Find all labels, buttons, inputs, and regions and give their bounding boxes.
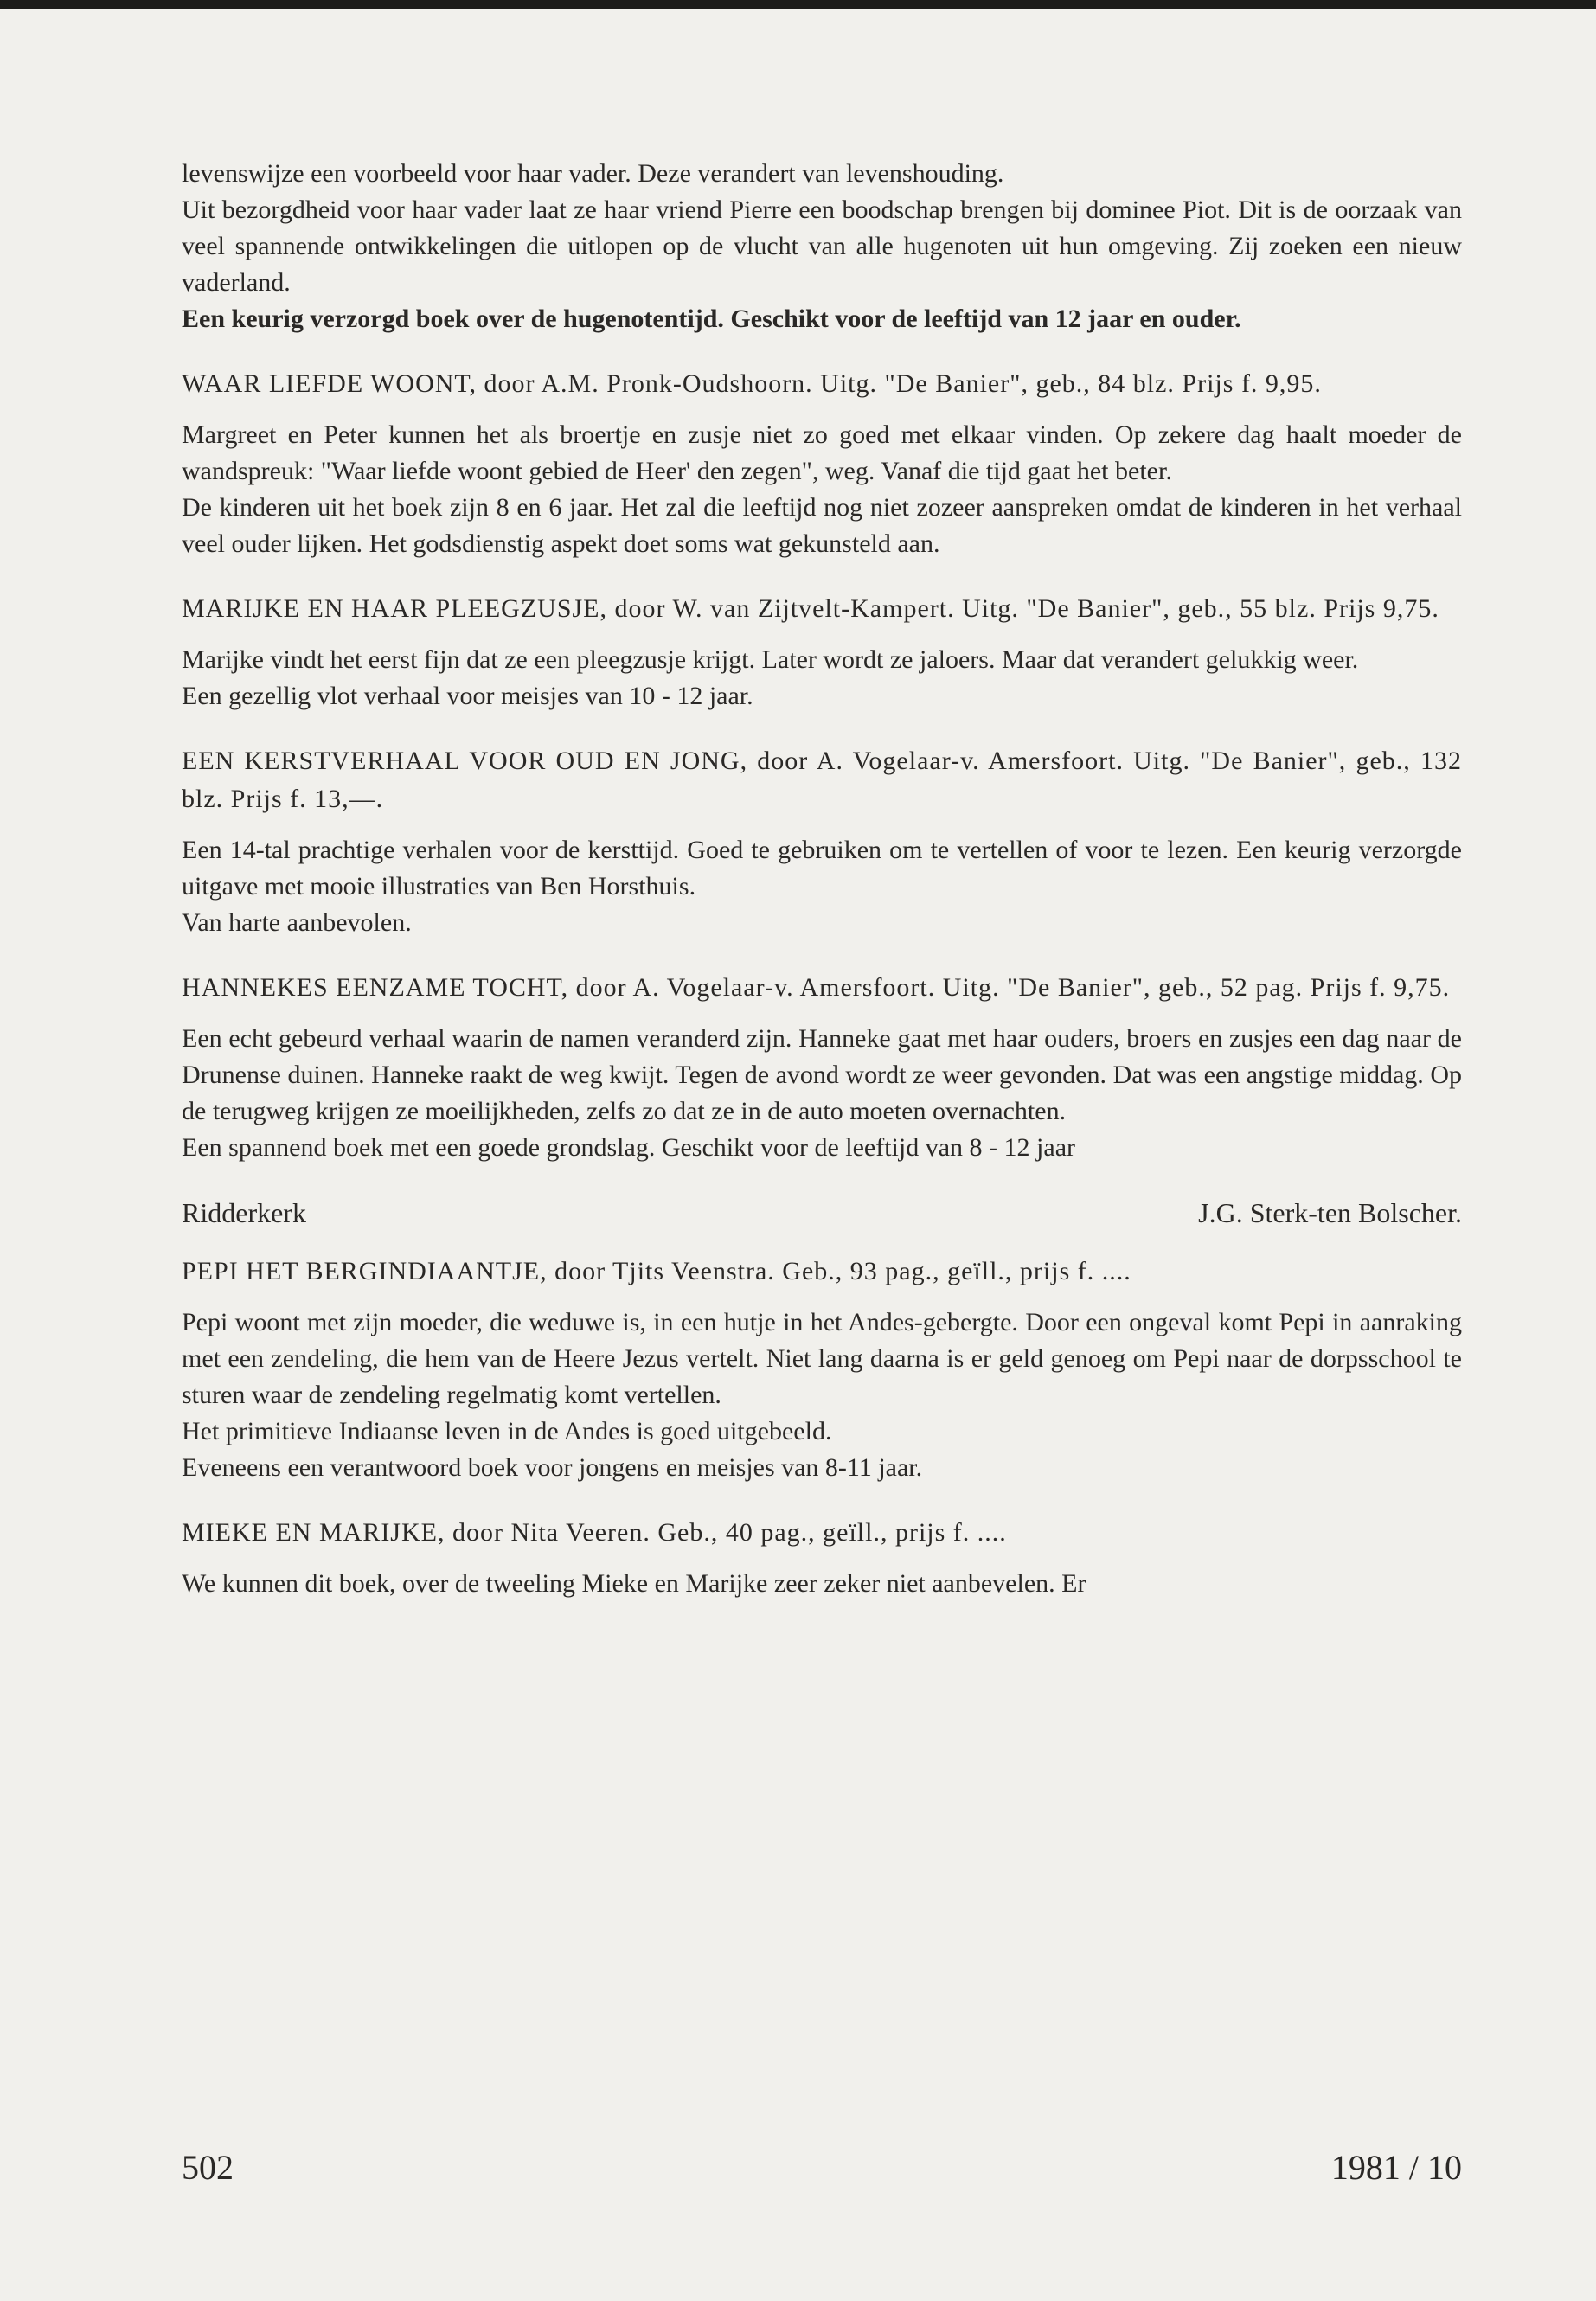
- entry-heading-pepi: PEPI HET BERGINDIAANTJE, door Tjits Veenstra. Geb., 93 pag., geïll., prijs f. ....: [182, 1257, 1131, 1285]
- entry-heading-kerstverhaal: EEN KERSTVERHAAL VOOR OUD EN JONG, door A. Vogelaar-v. Amersfoort. Uitg. "De Banier", geb., 132 blz. Prijs f. 13,—.: [182, 747, 1462, 813]
- entry-paragraph: Een echt gebeurd verhaal waarin de namen veranderd zijn. Hanneke gaat met haar ouders, broers en zusjes een dag naar de Drunense duinen. Hanneke raakt de weg kwijt. Tegen de avond wordt ze weer gevonden. Dat was een angstige middag. Op de terugweg krijgen ze moeilijkheden, zelfs zo dat ze in de auto moeten overnachten.: [182, 1024, 1462, 1125]
- entry-paragraph: Een 14-tal prachtige verhalen voor de kersttijd. Goed te gebruiken om te vertellen of voor te lezen. Een keurig verzorgde uitgave met mooie illustraties van Ben Horsthuis.: [182, 836, 1462, 901]
- page-footer: [182, 2147, 1462, 2188]
- entry-paragraph: Marijke vindt het eerst fijn dat ze een pleegzusje krijgt. Later wordt ze jaloers. Maar dat verandert gelukkig weer.: [182, 645, 1359, 674]
- intro-line-1: levenswijze een voorbeeld voor haar vader. Deze verandert van levenshouding.: [182, 159, 1004, 188]
- entry-paragraph: Een spannend boek met een goede grondslag. Geschikt voor de leeftijd van 8 - 12 jaar: [182, 1133, 1075, 1162]
- scan-top-edge: [0, 0, 1596, 9]
- intro-paragraph: Uit bezorgdheid voor haar vader laat ze haar vriend Pierre een boodschap brengen bij dominee Piot. Dit is de oorzaak van veel spannende ontwikkelingen die uitlopen op de vlucht van alle hugenoten uit hun omgeving. Zij zoeken een nieuw vaderland.: [182, 195, 1462, 297]
- issue-number: 1981 / 10: [1330, 2148, 1462, 2187]
- entry-paragraph: Een gezellig vlot verhaal voor meisjes van 10 - 12 jaar.: [182, 682, 753, 710]
- reviewer-signature: [182, 1194, 1462, 1232]
- signature-place: Ridderkerk: [182, 1197, 306, 1228]
- entry-heading-mieke-en-marijke: MIEKE EN MARIJKE, door Nita Veeren. Geb., 40 pag., geïll., prijs f. ....: [182, 1518, 1007, 1547]
- entry-heading-hannekes-tocht: HANNEKES EENZAME TOCHT, door A. Vogelaar-v. Amersfoort. Uitg. "De Banier", geb., 52 pag. Prijs f. 9,75.: [182, 973, 1451, 1002]
- page-number: 502: [182, 2148, 234, 2187]
- entry-paragraph: Pepi woont met zijn moeder, die weduwe is, in een hutje in het Andes-gebergte. Door een ongeval komt Pepi in aanraking met een zendeling, die hem van de Heere Jezus vertelt. Niet lang daarna is er geld genoeg om Pepi naar de dorpsschool te sturen waar de zendeling regelmatig komt vertellen.: [182, 1308, 1462, 1409]
- entry-heading-waar-liefde-woont: WAAR LIEFDE WOONT, door A.M. Pronk-Oudshoorn. Uitg. "De Banier", geb., 84 blz. Prijs f. 9,95.: [182, 369, 1322, 398]
- entry-paragraph: De kinderen uit het boek zijn 8 en 6 jaar. Het zal die leeftijd nog niet zozeer aanspreken omdat de kinderen in het verhaal veel ouder lijken. Het godsdienstig aspekt doet soms wat gekunsteld aan.: [182, 493, 1462, 558]
- signature-name: J.G. Sterk-ten Bolscher.: [1198, 1197, 1462, 1228]
- entry-paragraph: Het primitieve Indiaanse leven in de Andes is goed uitgebeeld.: [182, 1417, 832, 1445]
- entry-paragraph: We kunnen dit boek, over de tweeling Mieke en Marijke zeer zeker niet aanbevelen. Er: [182, 1569, 1086, 1598]
- intro-recommendation: Een keurig verzorgd boek over de hugenotentijd. Geschikt voor de leeftijd van 12 jaar en ouder.: [182, 304, 1241, 333]
- entry-paragraph: Eveneens een verantwoord boek voor jongens en meisjes van 8-11 jaar.: [182, 1453, 923, 1482]
- entry-paragraph: Van harte aanbevolen.: [182, 908, 412, 937]
- entry-heading-marijke-pleegzusje: MARIJKE EN HAAR PLEEGZUSJE, door W. van Zijtvelt-Kampert. Uitg. "De Banier", geb., 55 blz. Prijs 9,75.: [182, 594, 1439, 623]
- document-page: [182, 156, 1462, 1602]
- entry-paragraph: Margreet en Peter kunnen het als broertje en zusje niet zo goed met elkaar vinden. Op zekere dag haalt moeder de wandspreuk: "Waar liefde woont gebied de Heer' den zegen", weg. Vanaf die tijd gaat het beter.: [182, 420, 1462, 485]
